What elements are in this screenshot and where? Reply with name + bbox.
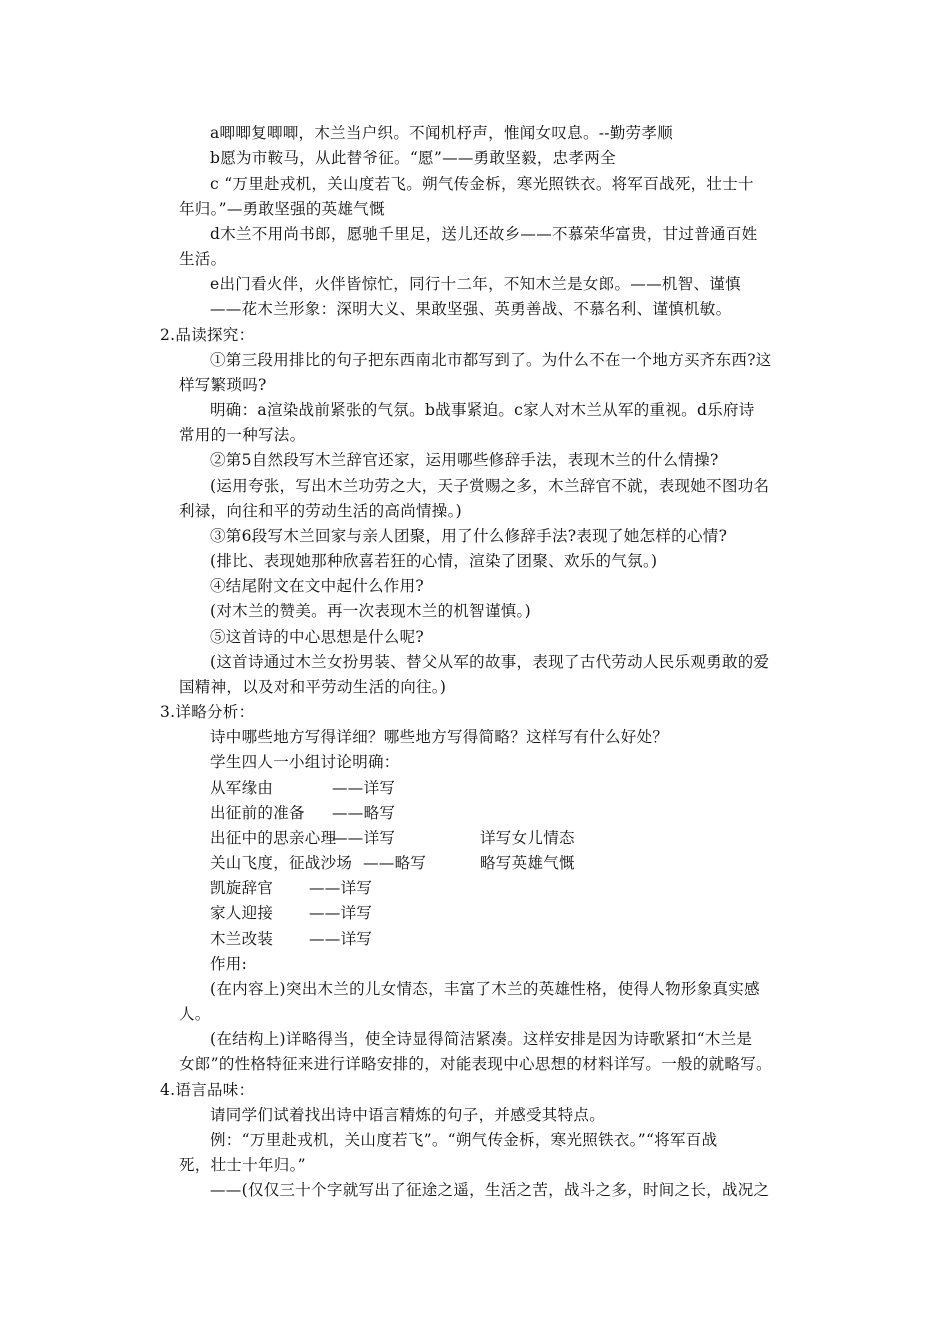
table-cell-part: 关山飞度，征战沙场 — [210, 854, 353, 872]
text-line: 利禄，向往和平的劳动生活的高尚情操。) — [179, 502, 462, 520]
section-heading: 4.语言品味： — [160, 1081, 255, 1099]
text-line: ②第5自然段写木兰辞官还家，运用哪些修辞手法，表现木兰的什么情操? — [210, 451, 719, 469]
text-line: e出门看火伴，火伴皆惊忙，同行十二年，不知木兰是女郎。——机智、谨慎 — [210, 275, 741, 293]
table-cell-part: 从军缘由 — [210, 779, 274, 797]
text-line: 生活。 — [179, 250, 227, 268]
table-cell-mode: ——详写 — [309, 879, 373, 897]
table-cell-mode: ——详写 — [309, 904, 373, 922]
text-line: (在结构上)详略得当，使全诗显得简洁紧凑。这样安排是因为诗歌紧扣“木兰是 — [210, 1030, 753, 1048]
text-line: ③第6段写木兰回家与亲人团聚，用了什么修辞手法?表现了她怎样的心情? — [210, 527, 728, 545]
text-line: 人。 — [179, 1005, 211, 1023]
text-line: ——花木兰形象：深明大义、果敢坚强、英勇善战、不慕名利、谨慎机敏。 — [210, 300, 732, 318]
text-line: c “万里赴戎机，关山度若飞。朔气传金柝，寒光照铁衣。将军百战死，壮士十 — [210, 175, 754, 193]
text-line: ——(仅仅三十个字就写出了征途之遥，生活之苦，战斗之多，时间之长，战况之 — [210, 1181, 770, 1199]
table-cell-note: 详写女儿情态 — [480, 829, 575, 847]
text-line: ⑤这首诗的中心思想是什么呢? — [210, 628, 425, 646]
text-line: b愿为市鞍马，从此替爷征。“愿”——勇敢坚毅，忠孝两全 — [210, 149, 616, 167]
text-line: 例：“万里赴戎机，关山度若飞”。“朔气传金柝，寒光照铁衣。”“将军百战 — [210, 1131, 718, 1149]
text-line: 请同学们试着找出诗中语言精炼的句子，并感受其特点。 — [210, 1106, 606, 1124]
text-line: (对木兰的赞美。再一次表现木兰的机智谨慎。) — [210, 602, 531, 620]
text-line: d木兰不用尚书郎，愿驰千里足，送儿还故乡——不慕荣华富贵，甘过普通百姓 — [210, 225, 758, 243]
text-line: 学生四人一小组讨论明确： — [210, 753, 400, 771]
text-line: ④结尾附文在文中起什么作用? — [210, 577, 425, 595]
section-heading: 3.详略分析： — [160, 703, 255, 721]
text-line: a唧唧复唧唧，木兰当户织。不闻机杼声，惟闻女叹息。--勤劳孝顺 — [210, 124, 674, 142]
text-line: (这首诗通过木兰女扮男装、替父从军的故事，表现了古代劳动人民乐观勇敢的爱 — [210, 653, 770, 671]
text-line: 常用的一种写法。 — [179, 426, 306, 444]
text-line: 国精神，以及对和平劳动生活的向往。) — [179, 678, 447, 696]
table-cell-mode: ——略写 — [363, 854, 427, 872]
text-line: ①第三段用排比的句子把东西南北市都写到了。为什么不在一个地方买齐东西?这 — [210, 351, 772, 369]
table-cell-part: 出征前的准备 — [210, 804, 305, 822]
text-line: (在内容上)突出木兰的儿女情态，丰富了木兰的英雄性格，使得人物形象真实感 — [210, 980, 760, 998]
table-cell-note: 略写英雄气慨 — [480, 854, 575, 872]
text-line: 诗中哪些地方写得详细？哪些地方写得简略？这样写有什么好处？ — [210, 728, 669, 746]
table-cell-mode: ——略写 — [332, 804, 396, 822]
table-cell-part: 凯旋辞官 — [210, 879, 274, 897]
text-line: 作用: — [210, 955, 248, 973]
table-cell-mode: ——详写 — [332, 829, 396, 847]
table-cell-part: 木兰改装 — [210, 930, 274, 948]
text-line: 年归。”—勇敢坚强的英雄气慨 — [179, 200, 385, 218]
text-line: 明确：a渲染战前紧张的气氛。b战事紧迫。c家人对木兰从军的重视。d乐府诗 — [210, 401, 755, 419]
text-line: 死，壮士十年归。” — [179, 1156, 306, 1174]
table-cell-mode: ——详写 — [309, 930, 373, 948]
section-heading: 2.品读探究： — [160, 326, 255, 344]
table-cell-part: 家人迎接 — [210, 904, 274, 922]
text-line: 女郎”的性格特征来进行详略安排的，对能表现中心思想的材料详写。一般的就略写。 — [179, 1055, 772, 1073]
text-line: (运用夸张，写出木兰功劳之大，天子赏赐之多，木兰辞官不就，表现她不图功名 — [210, 477, 770, 495]
text-line: 样写繁琐吗? — [179, 376, 267, 394]
table-cell-part: 出征中的思亲心理 — [210, 829, 337, 847]
table-cell-mode: ——详写 — [332, 779, 396, 797]
text-line: (排比、表现她那种欣喜若狂的心情，渲染了团聚、欢乐的气氛。) — [210, 552, 658, 570]
